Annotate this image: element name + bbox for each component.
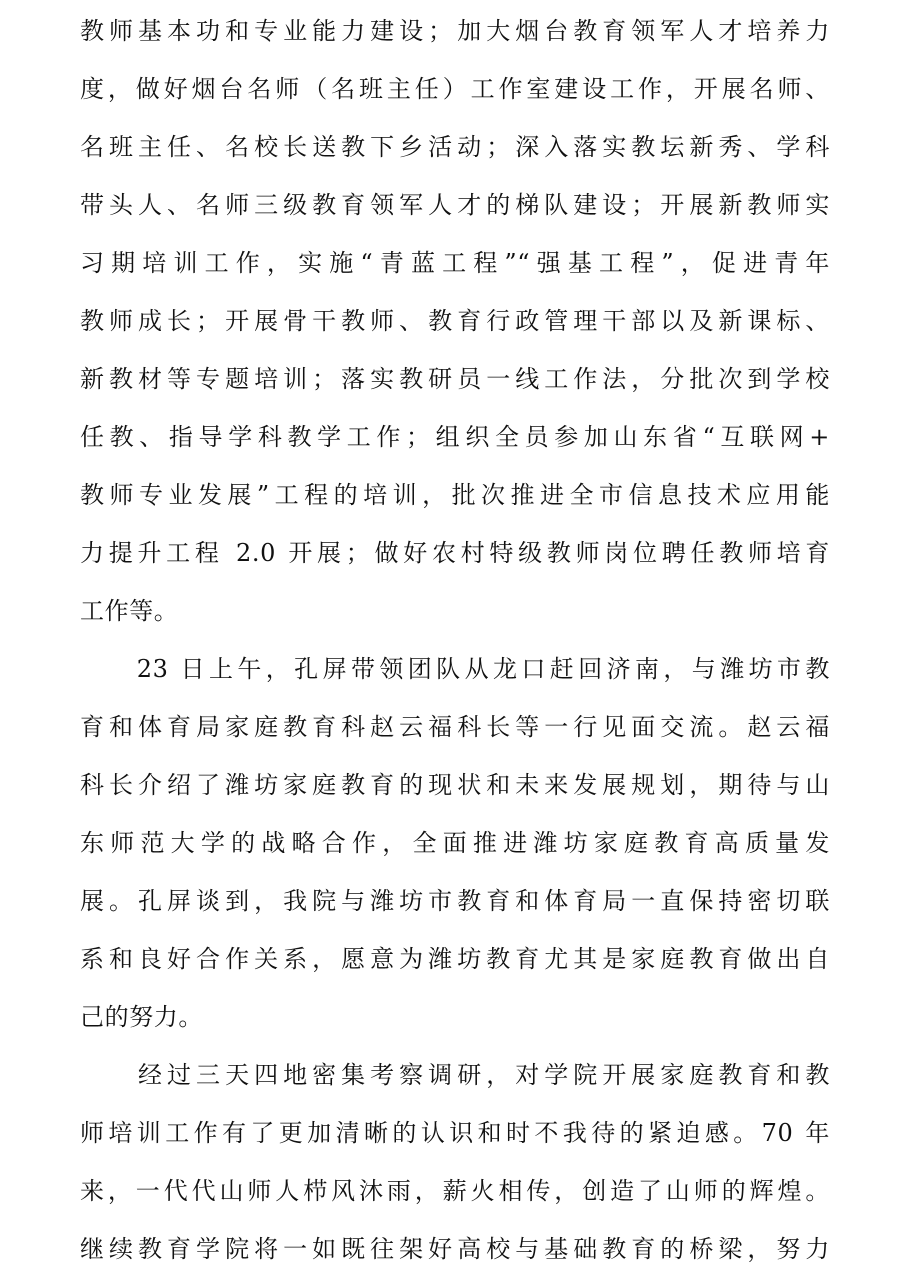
text-line: 带头人、名师三级教育领军人才的梯队建设；开展新教师实	[80, 191, 830, 219]
text-line: 科长介绍了潍坊家庭教育的现状和未来发展规划，期待与山	[80, 771, 830, 799]
text-line: 育和体育局家庭教育科赵云福科长等一行见面交流。赵云福	[80, 713, 830, 741]
text-line: 力提升工程 2.0 开展；做好农村特级教师岗位聘任教师培育	[80, 539, 830, 567]
text-line: 教师基本功和专业能力建设；加大烟台教育领军人才培养力	[80, 17, 830, 45]
paragraph-2	[80, 640, 830, 1046]
text-line: 23 日上午，孔屏带领团队从龙口赶回济南，与潍坊市教	[80, 655, 830, 683]
text-line: 任教、指导学科教学工作；组织全员参加山东省“互联网+	[80, 423, 830, 451]
document-page	[80, 0, 830, 1278]
text-line: 来，一代代山师人栉风沐雨，薪火相传，创造了山师的辉煌。	[80, 1177, 830, 1205]
text-line: 经过三天四地密集考察调研，对学院开展家庭教育和教	[80, 1061, 830, 1089]
text-line: 工作等。	[80, 597, 179, 625]
paragraph-3	[80, 1046, 830, 1278]
text-line: 东师范大学的战略合作，全面推进潍坊家庭教育高质量发	[80, 829, 830, 857]
text-line: 新教材等专题培训；落实教研员一线工作法，分批次到学校	[80, 365, 830, 393]
text-line: 己的努力。	[80, 1003, 203, 1031]
text-line: 继续教育学院将一如既往架好高校与基础教育的桥梁，努力	[80, 1235, 830, 1263]
text-line: 名班主任、名校长送教下乡活动；深入落实教坛新秀、学科	[80, 133, 830, 161]
text-line: 系和良好合作关系，愿意为潍坊教育尤其是家庭教育做出自	[80, 945, 830, 973]
text-line: 展。孔屏谈到，我院与潍坊市教育和体育局一直保持密切联	[80, 887, 830, 915]
paragraph-1	[80, 2, 830, 640]
text-line: 教师专业发展”工程的培训，批次推进全市信息技术应用能	[80, 481, 830, 509]
text-line: 教师成长；开展骨干教师、教育行政管理干部以及新课标、	[80, 307, 830, 335]
text-line: 度，做好烟台名师（名班主任）工作室建设工作，开展名师、	[80, 75, 830, 103]
text-line: 师培训工作有了更加清晰的认识和时不我待的紧迫感。70 年	[80, 1119, 830, 1147]
text-line: 习期培训工作，实施“青蓝工程”“强基工程”，促进青年	[80, 249, 830, 277]
